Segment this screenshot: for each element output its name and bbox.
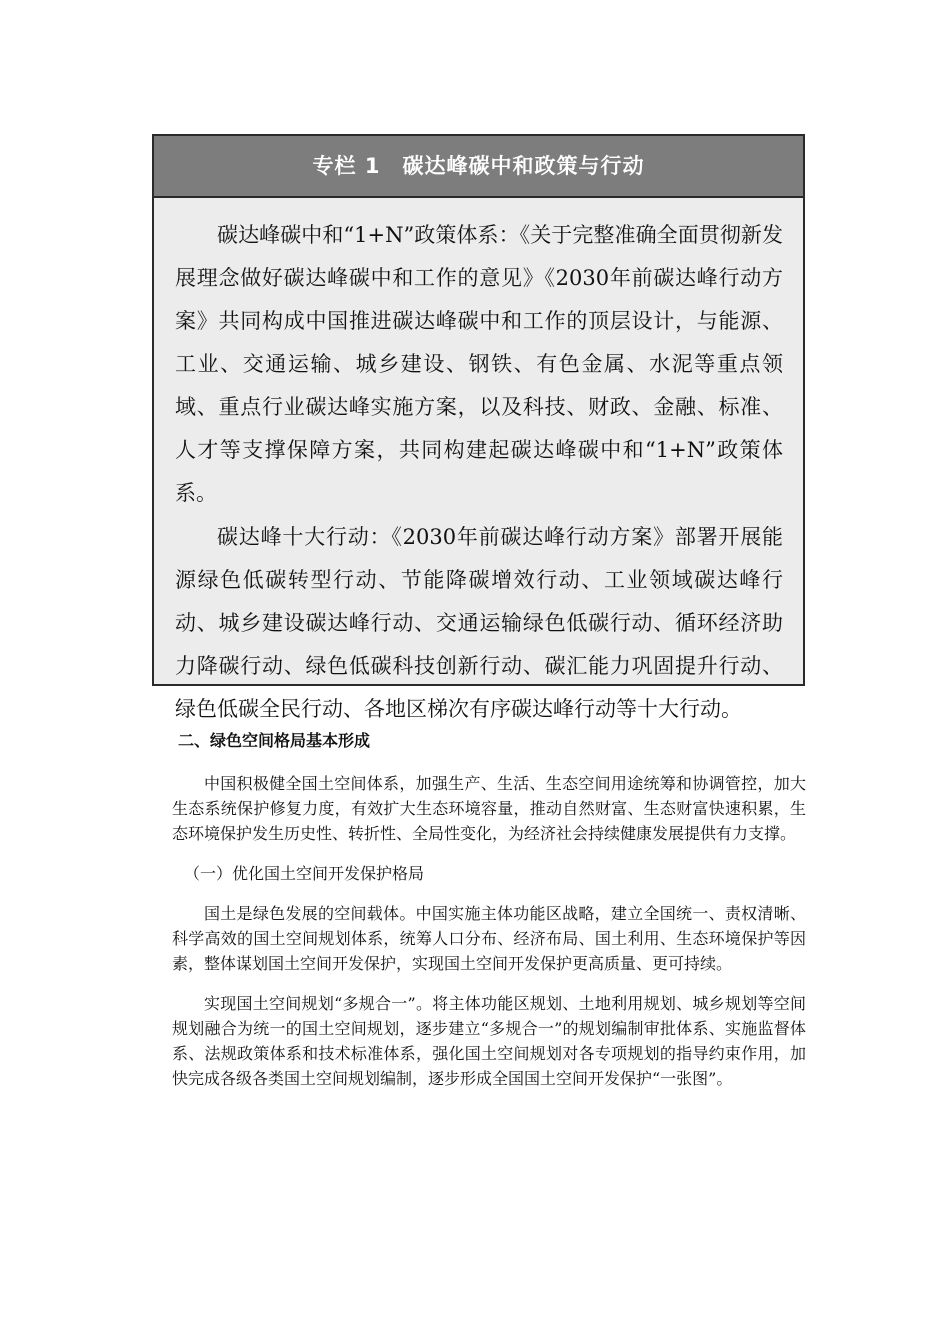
column-box-title: 专栏 1 碳达峰碳中和政策与行动	[154, 136, 803, 198]
column-box-body	[154, 198, 803, 731]
section-heading: 二、绿色空间格局基本形成	[178, 731, 371, 750]
column-box	[152, 134, 805, 721]
section-intro-paragraph: 中国积极健全国土空间体系，加强生产、生活、生态空间用途统筹和协调管控，加大生态系统保护修复力度，有效扩大生态环境容量，推动自然财富、生态财富快速积累，生态环境保护发生历史性、转折性、全局性变化，为经济社会持续健康发展提供有力支撑。	[172, 774, 806, 843]
body-paragraph-1: 国土是绿色发展的空间载体。中国实施主体功能区战略，建立全国统一、责权清晰、科学高效的国土空间规划体系，统筹人口分布、经济布局、国土利用、生态环境保护等因素，整体谋划国土空间开发保护，实现国土空间开发保护更高质量、更可持续。	[172, 904, 806, 973]
column-box-paragraph-policy-system: 碳达峰碳中和“1+N”政策体系：《关于完整准确全面贯彻新发展理念做好碳达峰碳中和工作的意见》《2030年前碳达峰行动方案》共同构成中国推进碳达峰碳中和工作的顶层设计，与能源、工业、交通运输、城乡建设、钢铁、有色金属、水泥等重点领域、重点行业碳达峰实施方案，以及科技、财政、金融、标准、人才等支撑保障方案，共同构建起碳达峰碳中和“1+N”政策体系。	[175, 223, 783, 505]
subsection-heading: （一）优化国土空间开发保护格局	[184, 864, 425, 883]
column-box-paragraph-ten-actions: 碳达峰十大行动：《2030年前碳达峰行动方案》部署开展能源绿色低碳转型行动、节能降碳增效行动、工业领域碳达峰行动、城乡建设碳达峰行动、交通运输绿色低碳行动、循环经济助力降碳行动、绿色低碳科技创新行动、碳汇能力巩固提升行动、绿色低碳全民行动、各地区梯次有序碳达峰行动等十大行动。	[175, 525, 783, 721]
body-paragraph-2: 实现国土空间规划“多规合一”。将主体功能区规划、土地利用规划、城乡规划等空间规划融合为统一的国土空间规划，逐步建立“多规合一”的规划编制审批体系、实施监督体系、法规政策体系和技术标准体系，强化国土空间规划对各专项规划的指导约束作用，加快完成各级各类国土空间规划编制，逐步形成全国国土空间开发保护“一张图”。	[172, 994, 806, 1088]
main-content	[172, 726, 806, 1091]
